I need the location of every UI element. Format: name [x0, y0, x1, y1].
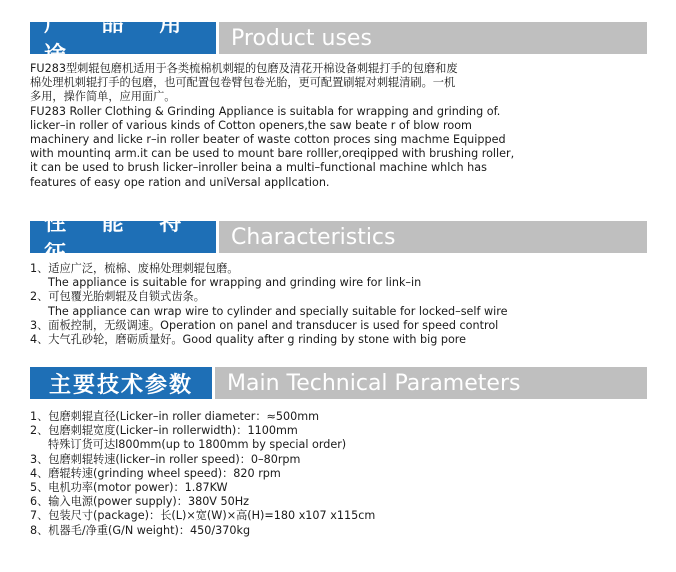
body-line: FU283 Roller Clothing & Grinding Appliance is suitabla for wrapping and grinding of. — [30, 104, 501, 118]
body-line: FU283型刺辊包磨机适用于各类梳棉机刺辊的包磨及清花开棉设备刺辊打手的包磨和废 — [30, 62, 458, 75]
body-line: 棉处理机刺辊打手的包磨，也可配置包卷臂包卷光胎，更可配置刷辊对刺辊清刷。一机 — [30, 76, 456, 90]
spec-item-note: 特殊订货可达l800mm(up to 1800mm by special order) — [48, 438, 347, 452]
characteristics-title-en: Characteristics — [219, 221, 647, 253]
body-line: with mountinq arm.it can be used to mount bare rolller,oreqipped with brushing roller, — [30, 147, 515, 161]
characteristics-title-cn: 性 能 特 征 — [30, 221, 216, 253]
spec-item: 2、包磨刺辊宽度(Licker–in rollerwidth)：1100mm — [30, 424, 298, 438]
spec-item: 3、包磨刺辊转速(licker–in roller speed)：0–80rpm — [30, 452, 301, 466]
list-item: 1、适应广泛，梳棉、废棉处理刺辊包磨。 — [30, 262, 239, 275]
product-uses-title-cn: 产 品 用 途 — [30, 22, 216, 54]
body-line: it can be used to brush licker–inroller beina a multi–functional machine whlch has — [30, 161, 487, 175]
body-line: features of easy ope ration and uniVersal appllcation. — [30, 175, 330, 189]
spec-item: 1、包磨刺辊直径(Licker–in roller diameter：≈500mm — [30, 410, 320, 423]
product-uses-title-en: Product uses — [219, 22, 647, 54]
body-line: 多用，操作简单，应用面广。 — [30, 90, 176, 104]
parameters-body — [30, 410, 650, 538]
list-item-translation: The appliance can wrap wire to cylinder and specially suitable for locked–self wire — [48, 304, 508, 318]
characteristics-body — [30, 262, 650, 347]
body-line: machinery and licke r–in roller beater of waste cotton proces sing machme Equipped — [30, 132, 506, 146]
product-uses-header — [30, 12, 647, 68]
parameters-header — [30, 367, 647, 399]
list-item: 2、可包覆光胎刺辊及自锁式齿条。 — [30, 290, 205, 304]
parameters-title-cn: 主要技术参数 — [30, 367, 212, 399]
spec-item: 4、磨辊转速(grinding wheel speed)：820 rpm — [30, 466, 281, 480]
spec-item: 8、机器毛/净重(G/N weight)：450/370kg — [30, 523, 251, 537]
list-item: 4、大气孔砂轮，磨砺质量好。Good quality after g rinding by stone with big pore — [30, 332, 467, 346]
spec-item: 5、电机功率(motor power)：1.87KW — [30, 480, 228, 494]
characteristics-header — [30, 211, 647, 267]
list-item: 3、面板控制，无级调速。Operation on panel and transducer is used for speed control — [30, 318, 499, 332]
parameters-title-en: Main Technical Parameters — [215, 367, 647, 399]
list-item-translation: The appliance is suitable for wrapping and grinding wire for link–in — [48, 276, 422, 290]
body-line: licker–in roller of various kinds of Cotton openers,the saw beate r of blow room — [30, 118, 472, 132]
spec-item: 7、包装尺寸(package)：长(L)×宽(W)×高(H)=180 x107 x115cm — [30, 509, 376, 523]
spec-item: 6、输入电源(power supply)：380V 50Hz — [30, 495, 250, 509]
product-uses-body — [30, 62, 650, 190]
